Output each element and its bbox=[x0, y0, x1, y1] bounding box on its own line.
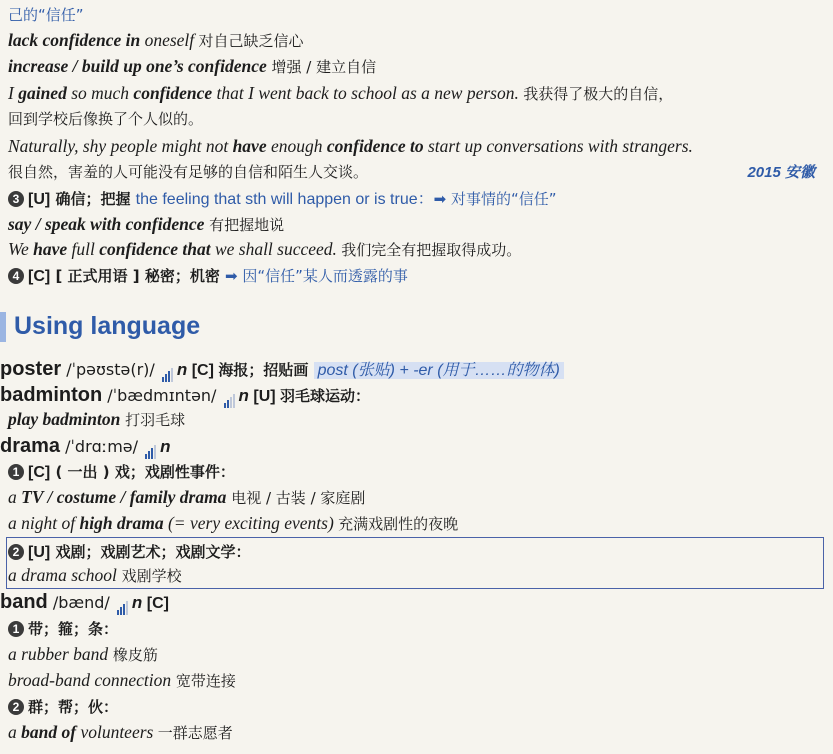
sense-number: 1 bbox=[8, 464, 24, 480]
collocation: TV / costume / family drama bbox=[21, 487, 227, 507]
section-title: Using language bbox=[14, 312, 201, 340]
entry-poster bbox=[0, 357, 564, 383]
entry-badminton bbox=[0, 383, 370, 409]
example-full-confidence bbox=[8, 237, 521, 262]
example-text: We bbox=[8, 239, 34, 259]
sense-meaning: 确信；把握 bbox=[50, 190, 136, 208]
line-continuation bbox=[8, 2, 84, 27]
collocation: high drama bbox=[79, 513, 164, 533]
entry-band bbox=[0, 590, 169, 616]
headword: drama bbox=[0, 435, 61, 457]
collocation: band of bbox=[21, 722, 77, 742]
phonetic: /ˈdrɑːmə/ bbox=[60, 437, 144, 456]
band-sense-2 bbox=[8, 694, 118, 719]
sense-meaning: ( 一出 ) 戏；戏剧性事件： bbox=[50, 463, 235, 481]
arrow-right-icon: ➡ bbox=[225, 267, 238, 285]
translation: 打羽毛球 bbox=[120, 411, 186, 429]
sense-meaning: 戏剧；戏剧艺术；戏剧文学： bbox=[50, 543, 251, 561]
translation: 我们完全有把握取得成功。 bbox=[341, 241, 522, 259]
example-text: start up conversations with strangers. bbox=[423, 136, 693, 156]
collocation: increase / build up one’s confidence bbox=[8, 56, 267, 76]
band-sense-1 bbox=[8, 616, 118, 641]
example-text: a night of bbox=[8, 513, 80, 533]
example-text: I bbox=[8, 83, 19, 103]
translation: 充满戏剧性的夜晚 bbox=[338, 515, 459, 533]
example-text: a rubber band bbox=[8, 644, 109, 664]
etymology: post (张贴) + -er (用于……的物体) bbox=[314, 362, 564, 379]
translation: 对自己缺乏信心 bbox=[198, 32, 304, 50]
example-text: (= very exciting events) bbox=[163, 513, 339, 533]
example-text: volunteers bbox=[76, 722, 158, 742]
drama-sense-1 bbox=[8, 459, 235, 485]
grammar-tag: [U] bbox=[28, 544, 51, 561]
example-increase-confidence bbox=[8, 54, 376, 79]
translation: 宽带连接 bbox=[171, 672, 236, 690]
sense-number: 3 bbox=[8, 191, 24, 207]
drama-sense-2 bbox=[8, 539, 250, 565]
example-shy-people bbox=[8, 134, 693, 158]
grammar-tag: [U] bbox=[248, 388, 281, 405]
collocation: play badminton bbox=[8, 409, 121, 429]
example-broad-band bbox=[8, 668, 236, 693]
example-rubber-band bbox=[8, 642, 158, 667]
sense-number: 2 bbox=[8, 699, 24, 715]
grammar-tag: [C] bbox=[187, 362, 219, 379]
definition: the feeling that sth will happen or is true： bbox=[135, 191, 434, 208]
example-text: full bbox=[67, 239, 100, 259]
part-of-speech: n bbox=[238, 386, 249, 405]
part-of-speech: n bbox=[160, 437, 171, 456]
example-play-badminton bbox=[8, 407, 185, 432]
sense-note: 因“信任”某人而透露的事 bbox=[237, 267, 408, 285]
source-label: 2015 安徽 bbox=[747, 164, 815, 181]
sense-meaning: 群；帮；伙： bbox=[28, 698, 119, 716]
collocation: say / speak with confidence bbox=[8, 214, 205, 234]
example-text: we shall succeed. bbox=[210, 239, 342, 259]
example-text: Naturally, shy people might not bbox=[8, 136, 233, 156]
headword: badminton bbox=[0, 384, 103, 406]
collocation: lack confidence in bbox=[8, 30, 141, 50]
example-keyword: confidence that bbox=[99, 239, 211, 259]
example-keyword: gained bbox=[18, 83, 67, 103]
heading-bar bbox=[0, 312, 6, 342]
example-drama-school bbox=[8, 563, 182, 588]
headword: band bbox=[0, 591, 48, 613]
example-text: that I went back to school as a new person. bbox=[212, 83, 524, 103]
phonetic: /ˈbædmɪntən/ bbox=[102, 386, 222, 405]
headword: poster bbox=[0, 358, 62, 380]
grammar-tag: [C] bbox=[28, 268, 51, 285]
sense-meaning: [ 正式用语 ] 秘密；机密 bbox=[50, 267, 226, 285]
example-text: a drama school bbox=[8, 565, 117, 585]
example-text: so much bbox=[66, 83, 134, 103]
example-keyword: confidence bbox=[133, 83, 213, 103]
phonetic: /bænd/ bbox=[47, 593, 115, 612]
meaning: 海报；招贴画 bbox=[218, 361, 314, 379]
example-keyword: have bbox=[232, 136, 267, 156]
sense-number: 1 bbox=[8, 621, 24, 637]
translation: 回到学校后像换了个人似的。 bbox=[8, 110, 204, 128]
grammar-tag: [C] bbox=[142, 595, 169, 612]
example-keyword: confidence to bbox=[326, 136, 424, 156]
example-text: oneself bbox=[140, 30, 199, 50]
example-lack-confidence bbox=[8, 28, 304, 53]
sense-4 bbox=[8, 263, 408, 289]
part-of-speech: n bbox=[131, 593, 143, 612]
phonetic: /ˈpəʊstə(r)/ bbox=[61, 360, 160, 379]
arrow-right-icon: ➡ bbox=[433, 190, 447, 208]
grammar-tag: [U] bbox=[28, 191, 51, 208]
sense-3 bbox=[8, 186, 557, 212]
example-text: a bbox=[8, 722, 22, 742]
translation: 一群志愿者 bbox=[157, 724, 233, 742]
translation: 增强 / 建立自信 bbox=[266, 58, 377, 76]
part-of-speech: n bbox=[176, 360, 188, 379]
section-heading bbox=[0, 307, 200, 345]
example-band-of-volunteers bbox=[8, 720, 233, 745]
translation: 有把握地说 bbox=[204, 216, 285, 234]
grammar-tag: [C] bbox=[28, 464, 51, 481]
translation-continued bbox=[8, 106, 203, 131]
meaning: 羽毛球运动： bbox=[280, 387, 371, 405]
translation: 很自然，害羞的人可能没有足够的自信和陌生人交谈。 bbox=[8, 163, 369, 181]
sense-number: 2 bbox=[8, 544, 24, 560]
frequency-icon bbox=[117, 591, 129, 615]
translation-shy-people bbox=[8, 159, 368, 184]
translation: 电视 / 古装 / 家庭剧 bbox=[226, 489, 366, 507]
example-text: enough bbox=[266, 136, 327, 156]
frequency-icon bbox=[162, 358, 174, 382]
sense-meaning: 带；箍；条： bbox=[28, 620, 119, 638]
example-high-drama bbox=[8, 511, 458, 536]
example-speak-confidence bbox=[8, 212, 284, 237]
sense-number: 4 bbox=[8, 268, 24, 284]
example-tv-drama bbox=[8, 485, 365, 510]
frequency-icon bbox=[224, 384, 236, 408]
example-gained-confidence bbox=[8, 81, 673, 106]
frequency-icon bbox=[145, 435, 157, 459]
translation: 戏剧学校 bbox=[116, 567, 182, 585]
example-text: a bbox=[8, 487, 22, 507]
example-text: broad-band connection bbox=[8, 670, 172, 690]
sense-note: 对事情的“信任” bbox=[446, 190, 557, 208]
entry-drama bbox=[0, 434, 170, 459]
translation: 橡皮筋 bbox=[108, 646, 158, 664]
translation: 我获得了极大的自信， bbox=[523, 85, 674, 103]
translation-note: 己的“信任” bbox=[8, 6, 84, 24]
example-keyword: have bbox=[33, 239, 68, 259]
